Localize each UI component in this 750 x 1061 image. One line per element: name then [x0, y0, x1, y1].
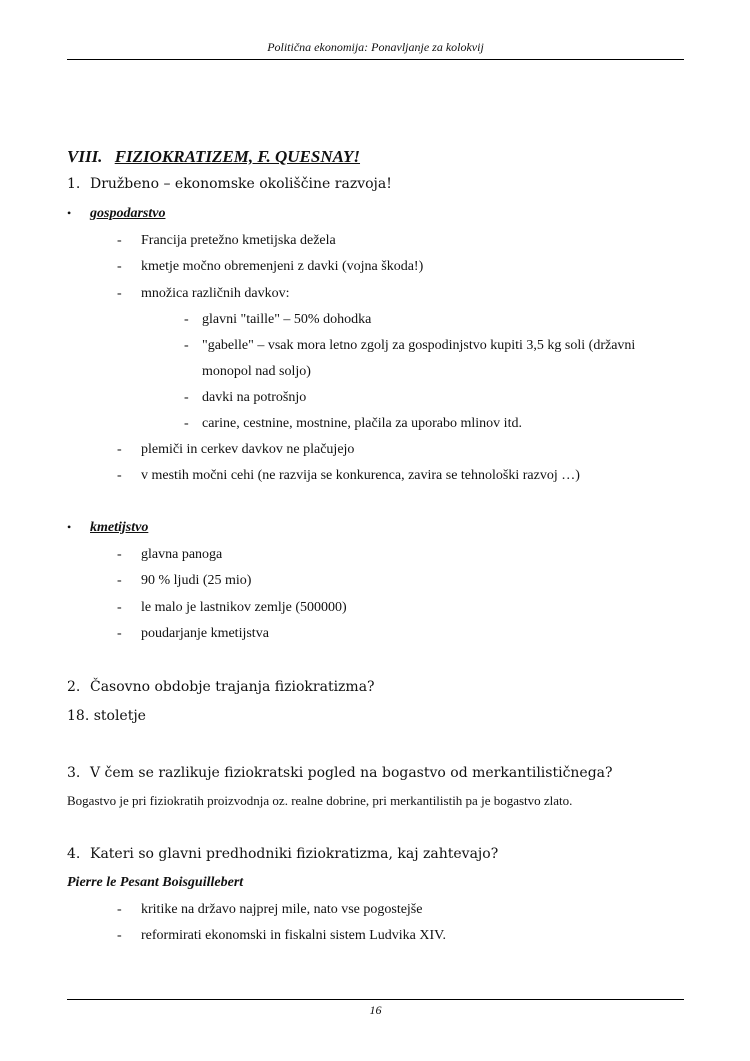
sub-list-item	[184, 312, 371, 328]
list-item	[117, 468, 580, 484]
list-item-text: "gabelle" – vsak mora letno zgolj za gospodinjstvo kupiti 3,5 kg soli (državni	[202, 338, 636, 353]
question-3	[67, 765, 613, 781]
list-item-text: glavni "taille" – 50% dohodka	[202, 312, 372, 327]
list-item-text: davki na potrošnjo	[202, 390, 307, 405]
list-item	[117, 442, 354, 458]
bullet-kmetijstvo	[67, 520, 148, 536]
dash-icon: -	[117, 626, 122, 641]
list-item	[117, 928, 446, 944]
list-item	[117, 259, 423, 275]
chapter-title: FIZIOKRATIZEM, F. QUESNAY!	[114, 147, 361, 166]
dash-icon: -	[117, 286, 122, 301]
list-item-text: reformirati ekonomski in fiskalni sistem Ludvika XIV.	[141, 928, 446, 943]
list-item	[117, 626, 269, 642]
question-2	[67, 679, 375, 695]
sub-list-item-continued: monopol nad soljo)	[202, 364, 311, 379]
list-item-text: glavna panoga	[141, 547, 223, 562]
bullet-icon: •	[67, 520, 72, 534]
question-number: 3.	[67, 765, 81, 781]
dash-icon: -	[184, 416, 189, 431]
question-text: V čem se razlikuje fiziokratski pogled na bogastvo od merkantilističnega?	[90, 765, 613, 781]
question-number: 2.	[67, 679, 81, 695]
dash-icon: -	[117, 442, 122, 457]
list-item-text: množica različnih davkov:	[141, 286, 290, 301]
list-item	[117, 547, 222, 563]
chapter-number: VIII.	[67, 147, 103, 166]
question-text: Kateri so glavni predhodniki fiziokratizma, kaj zahtevajo?	[90, 846, 499, 862]
question-number: 1.	[67, 176, 81, 192]
dash-icon: -	[117, 573, 122, 588]
list-item-text: 90 % ljudi (25 mio)	[141, 573, 252, 588]
question-text: Družbeno – ekonomske okoliščine razvoja!	[90, 176, 392, 192]
dash-icon: -	[184, 390, 189, 405]
sub-list-item	[184, 338, 635, 354]
list-item-text: le malo je lastnikov zemlje (500000)	[141, 600, 347, 615]
dash-icon: -	[117, 928, 122, 943]
predecessor-name: Pierre le Pesant Boisguillebert	[67, 875, 244, 890]
list-item-text: kmetje močno obremenjeni z davki (vojna škoda!)	[141, 259, 424, 274]
question-1	[67, 176, 392, 192]
page-number: 16	[369, 1003, 382, 1017]
list-item	[117, 600, 347, 616]
dash-icon: -	[184, 338, 189, 353]
list-item-text: v mestih močni cehi (ne razvija se konkurenca, zavira se tehnološki razvoj …)	[141, 468, 580, 483]
answer-3: Bogastvo je pri fiziokratih proizvodnja oz. realne dobrine, pri merkantilistih pa je bogastvo zlato.	[67, 793, 573, 808]
answer-2: 18. stoletje	[67, 708, 146, 724]
footer-rule	[67, 999, 684, 1000]
list-item	[117, 573, 251, 589]
bullet-gospodarstvo	[67, 206, 165, 222]
dash-icon: -	[184, 312, 189, 327]
list-item-text: kritike na državo najprej mile, nato vse pogostejše	[141, 902, 423, 917]
header-rule	[67, 59, 684, 60]
list-item	[117, 233, 336, 249]
dash-icon: -	[117, 468, 122, 483]
list-item-text: carine, cestnine, mostnine, plačila za uporabo mlinov itd.	[202, 416, 522, 431]
sub-list-item	[184, 416, 522, 432]
list-item	[117, 286, 290, 302]
dash-icon: -	[117, 233, 122, 248]
page-header: Politična ekonomija: Ponavljanje za kolokvij	[267, 40, 484, 54]
list-item-text: plemiči in cerkev davkov ne plačujejo	[141, 442, 355, 457]
bullet-label: kmetijstvo	[90, 520, 149, 535]
list-item-text: Francija pretežno kmetijska dežela	[141, 233, 336, 248]
sub-list-item	[184, 390, 306, 406]
chapter-heading	[67, 147, 360, 167]
question-text: Časovno obdobje trajanja fiziokratizma?	[90, 679, 375, 695]
bullet-label: gospodarstvo	[90, 206, 166, 221]
dash-icon: -	[117, 259, 122, 274]
list-item-text: poudarjanje kmetijstva	[141, 626, 269, 641]
list-item	[117, 902, 422, 918]
question-number: 4.	[67, 846, 81, 862]
dash-icon: -	[117, 600, 122, 615]
dash-icon: -	[117, 902, 122, 917]
dash-icon: -	[117, 547, 122, 562]
question-4	[67, 846, 498, 862]
bullet-icon: •	[67, 206, 72, 220]
